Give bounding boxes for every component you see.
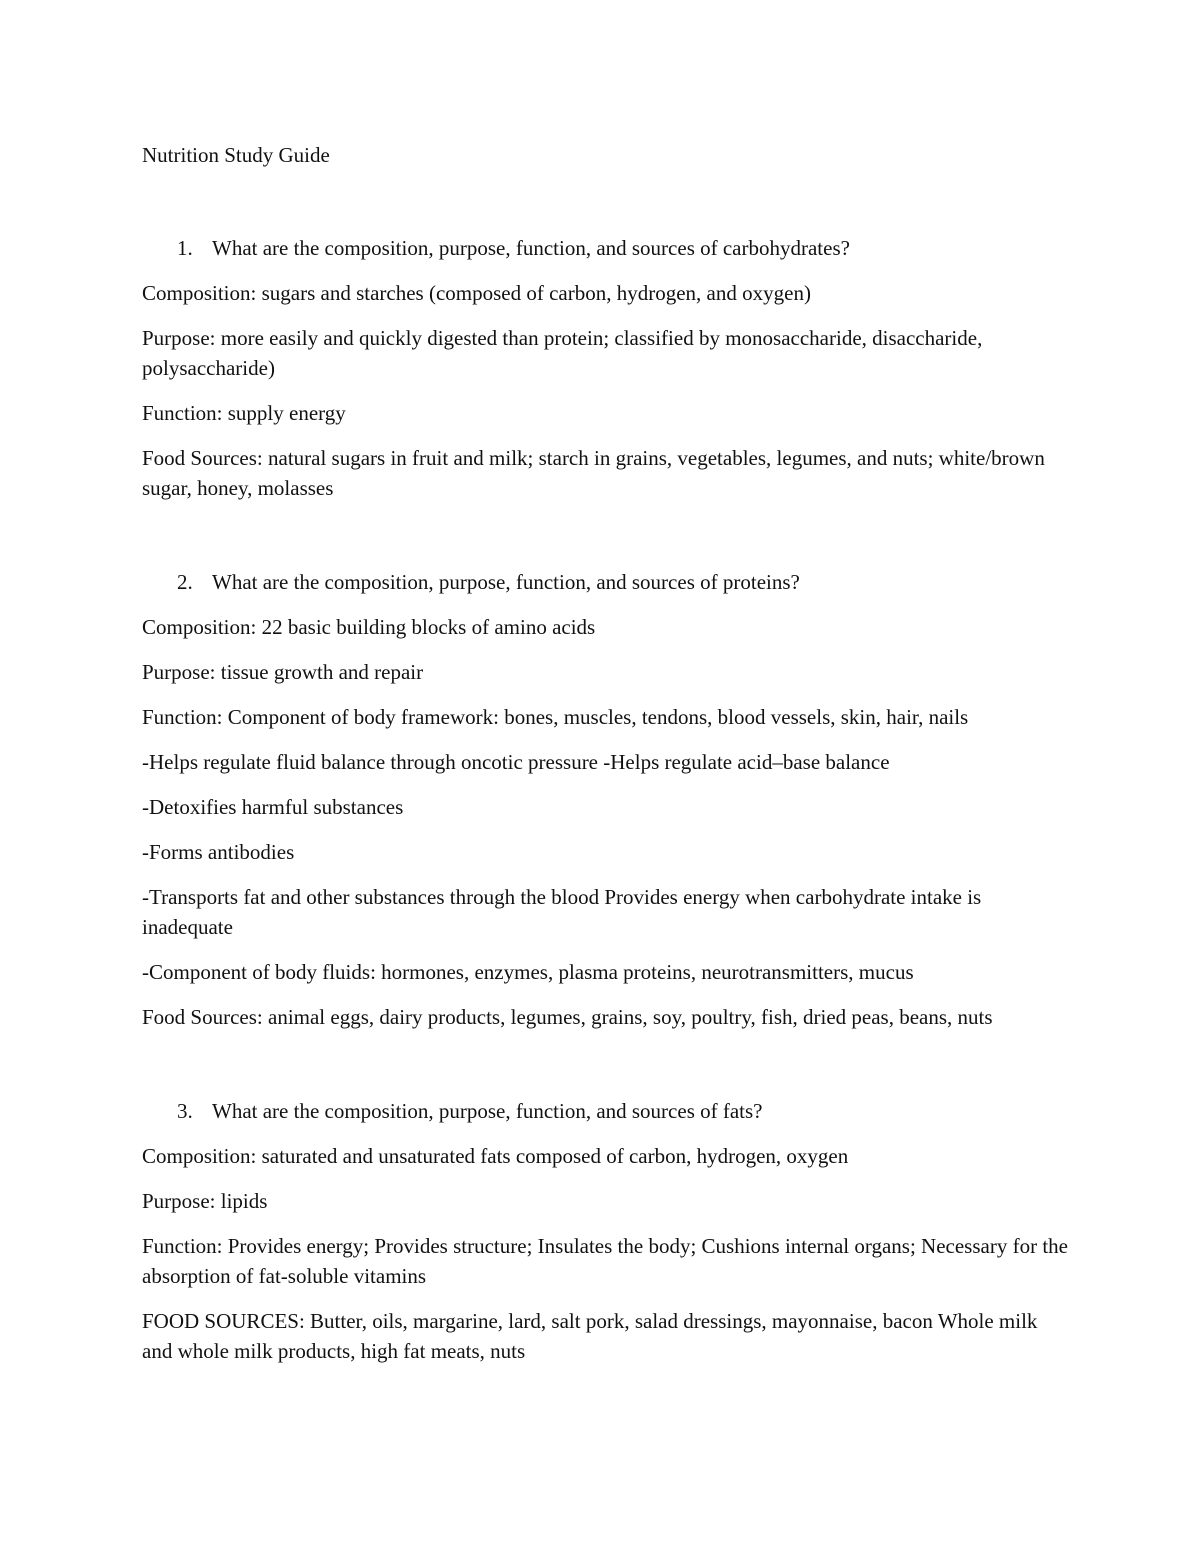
answer-paragraph: FOOD SOURCES: Butter, oils, margarine, lard, salt pork, salad dressings, mayonnaise, bacon Whole milk and whole milk products, high fat meats, nuts — [142, 1309, 1038, 1363]
question-section-fats — [142, 1096, 1072, 1366]
question-number: 1. — [177, 236, 193, 260]
question-text: What are the composition, purpose, function, and sources of fats? — [212, 1099, 763, 1123]
question-heading — [142, 233, 1072, 263]
answer-paragraph: Food Sources: animal eggs, dairy products, legumes, grains, soy, poultry, fish, dried peas, beans, nuts — [142, 1005, 993, 1029]
question-text: What are the composition, purpose, function, and sources of proteins? — [212, 570, 800, 594]
answer-paragraph: -Transports fat and other substances through the blood Provides energy when carbohydrate intake is inadequate — [142, 885, 982, 939]
answer-paragraph: Purpose: lipids — [142, 1189, 268, 1213]
question-section-proteins — [142, 567, 1072, 1032]
answer-paragraph: Food Sources: natural sugars in fruit and milk; starch in grains, vegetables, legumes, and nuts; white/brown sugar, honey, molasses — [142, 446, 1045, 500]
question-heading — [142, 1096, 1072, 1126]
answer-paragraph: -Forms antibodies — [142, 840, 295, 864]
answer-paragraph: Function: Provides energy; Provides structure; Insulates the body; Cushions internal organs; Necessary for the absorption of fat-soluble vitamins — [142, 1234, 1068, 1288]
page-title: Nutrition Study Guide — [142, 143, 330, 167]
answer-paragraph: Composition: sugars and starches (composed of carbon, hydrogen, and oxygen) — [142, 281, 811, 305]
answer-paragraph: Function: supply energy — [142, 401, 346, 425]
question-heading — [142, 567, 1072, 597]
answer-paragraph: Composition: 22 basic building blocks of amino acids — [142, 615, 596, 639]
question-number: 2. — [177, 570, 193, 594]
answer-paragraph: Function: Component of body framework: bones, muscles, tendons, blood vessels, skin, hair, nails — [142, 705, 969, 729]
document-content — [142, 140, 1072, 1366]
answer-paragraph: -Helps regulate fluid balance through oncotic pressure -Helps regulate acid–base balance — [142, 750, 890, 774]
answer-paragraph: Composition: saturated and unsaturated fats composed of carbon, hydrogen, oxygen — [142, 1144, 849, 1168]
answer-paragraph: -Detoxifies harmful substances — [142, 795, 404, 819]
answer-paragraph: Purpose: more easily and quickly digested than protein; classified by monosaccharide, disaccharide, polysaccharide) — [142, 326, 983, 380]
question-number: 3. — [177, 1099, 193, 1123]
answer-paragraph: Purpose: tissue growth and repair — [142, 660, 424, 684]
answer-paragraph: -Component of body fluids: hormones, enzymes, plasma proteins, neurotransmitters, mucus — [142, 960, 914, 984]
question-text: What are the composition, purpose, function, and sources of carbohydrates? — [212, 236, 850, 260]
question-section-carbohydrates — [142, 233, 1072, 503]
